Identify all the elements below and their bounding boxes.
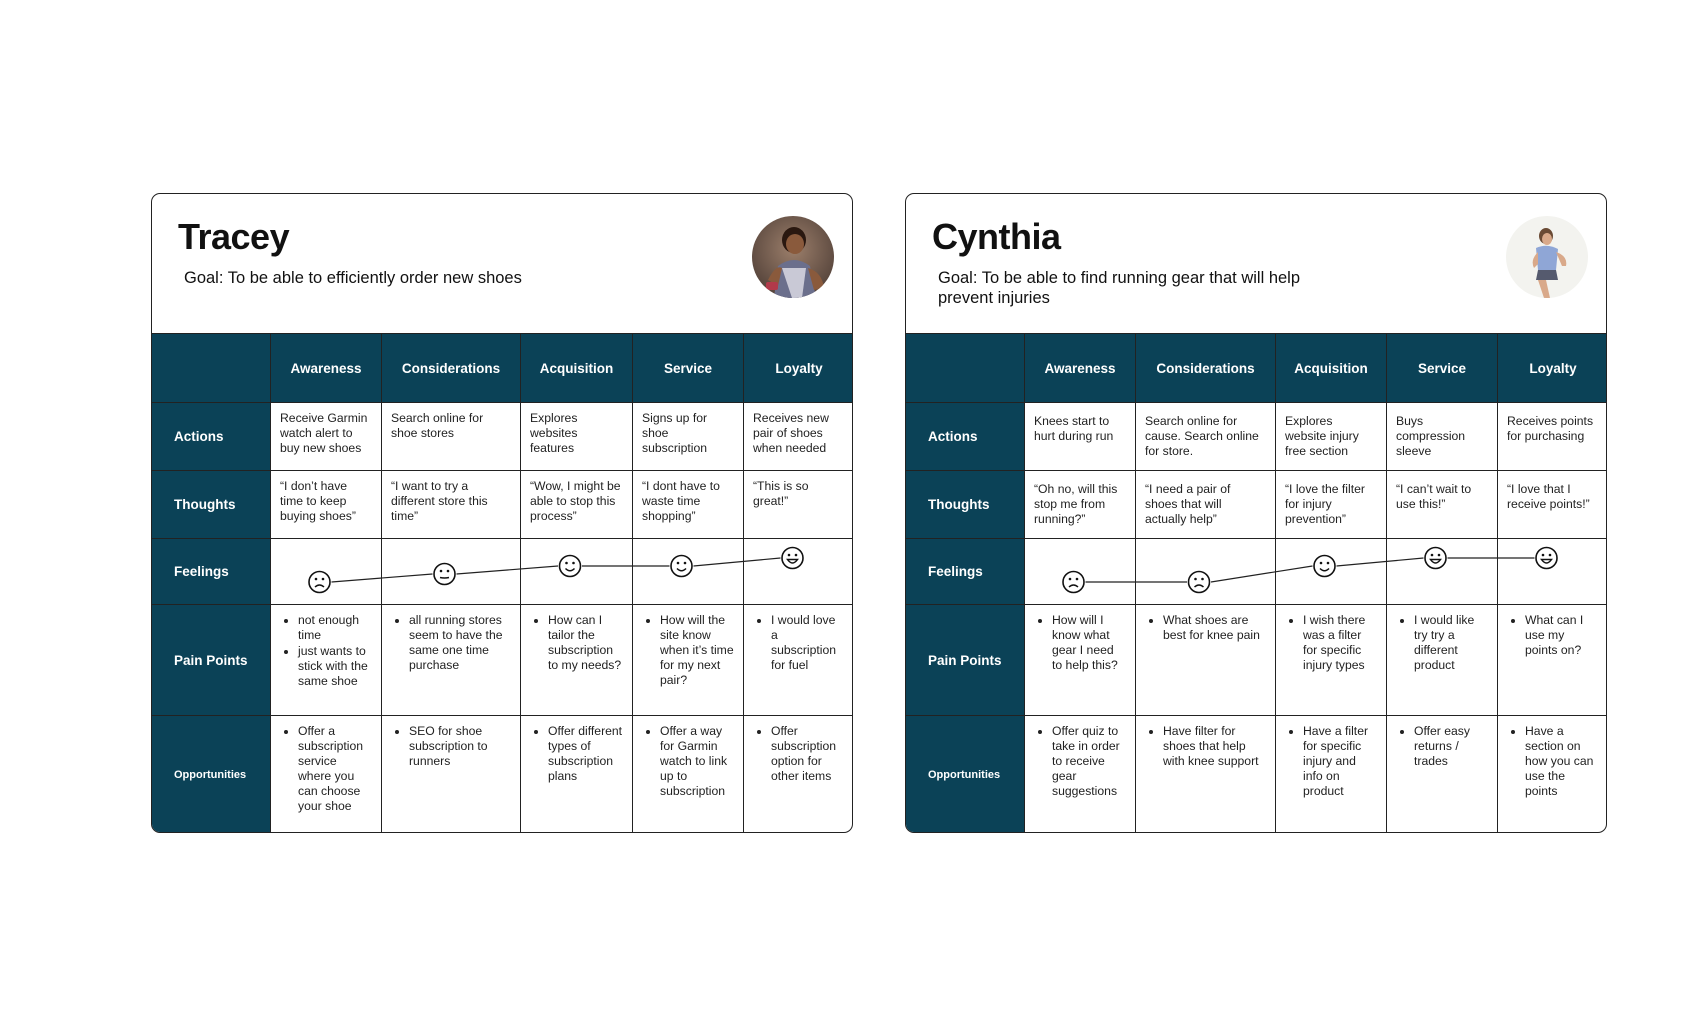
action-cell: Signs up for shoe subscription: [632, 402, 743, 470]
bullet-item: • just wants to stick with the same shoe: [298, 644, 372, 689]
bullet-item: • Offer a subscription service where you can choose your shoe: [298, 724, 372, 814]
bullet-item: • not enough time: [298, 613, 372, 643]
row-label-opportunities: Opportunities: [906, 715, 1024, 833]
persona-name: Tracey: [178, 216, 290, 257]
action-cell: Buys compression sleeve: [1386, 402, 1497, 470]
opportunity-cell: [632, 715, 743, 833]
neutral-face-icon: [434, 564, 455, 585]
opportunity-cell: [381, 715, 520, 833]
opportunity-cell: [743, 715, 853, 833]
thought-cell: “I love the filter for injury prevention”: [1275, 470, 1386, 538]
bullet-item: • Have a filter for specific injury and info on product: [1303, 724, 1377, 799]
happy-face-icon: [1314, 556, 1335, 577]
stage-loyalty: Loyalty: [743, 334, 853, 402]
pain-point-cell: [1497, 604, 1607, 715]
stage-service: Service: [632, 334, 743, 402]
action-cell: Explores website injury free section: [1275, 402, 1386, 470]
bullet-item: • Offer subscription option for other items: [771, 724, 845, 784]
bullet-item: • What shoes are best for knee pain: [1163, 613, 1266, 643]
bullet-item: • SEO for shoe subscription to runners: [409, 724, 511, 769]
pain-point-cell: [1135, 604, 1275, 715]
bullet-item: • What can I use my points on?: [1525, 613, 1599, 658]
persona-name: Cynthia: [932, 216, 1061, 257]
pain-point-cell: [632, 604, 743, 715]
thought-cell: “I want to try a different store this time”: [381, 470, 520, 538]
feeling-connector: [694, 558, 781, 566]
action-cell: Explores websites features: [520, 402, 632, 470]
journey-map-card: [151, 193, 853, 833]
bullet-item: • How will the site know when it’s time for my next pair?: [660, 613, 734, 688]
opportunity-cell: [1024, 715, 1135, 833]
bullet-item: • I would like try try a different product: [1414, 613, 1488, 673]
opportunity-cell: [1275, 715, 1386, 833]
very-happy-face-icon: [1536, 548, 1557, 569]
action-cell: Receives points for purchasing: [1497, 402, 1607, 470]
bullet-item: • Offer quiz to take in order to receive gear suggestions: [1052, 724, 1126, 799]
action-cell: Knees start to hurt during run: [1024, 402, 1135, 470]
row-label-pain-points: Pain Points: [906, 604, 1024, 715]
row-label-feelings: Feelings: [152, 538, 270, 604]
bullet-item: • I wish there was a filter for specific injury types: [1303, 613, 1377, 673]
feeling-connector: [457, 566, 559, 574]
avatar: [1506, 216, 1588, 298]
pain-point-cell: [1275, 604, 1386, 715]
pain-point-cell: [381, 604, 520, 715]
thought-cell: “I can’t wait to use this!”: [1386, 470, 1497, 538]
bullet-item: • How will I know what gear I need to help this?: [1052, 613, 1126, 673]
thought-cell: “I love that I receive points!”: [1497, 470, 1607, 538]
stage-loyalty: Loyalty: [1497, 334, 1607, 402]
bullet-item: • Offer a way for Garmin watch to link up to subscription: [660, 724, 734, 799]
sad-face-icon: [1063, 572, 1084, 593]
stage-service: Service: [1386, 334, 1497, 402]
pain-point-cell: [743, 604, 853, 715]
stage-acquisition: Acquisition: [1275, 334, 1386, 402]
card-header: [152, 194, 852, 334]
stage-considerations: Considerations: [1135, 334, 1275, 402]
stage-awareness: Awareness: [270, 334, 381, 402]
bullet-item: • Offer easy returns / trades: [1414, 724, 1488, 769]
card-header: [906, 194, 1606, 334]
sad-face-icon: [1189, 572, 1210, 593]
bullet-item: • Have filter for shoes that help with knee support: [1163, 724, 1266, 769]
pain-point-cell: [270, 604, 381, 715]
stage-acquisition: Acquisition: [520, 334, 632, 402]
action-cell: Search online for cause. Search online for store.: [1135, 402, 1275, 470]
row-label-thoughts: Thoughts: [152, 470, 270, 538]
thought-cell: “I need a pair of shoes that will actually help”: [1135, 470, 1275, 538]
very-happy-face-icon: [1425, 548, 1446, 569]
feeling-connector: [1211, 566, 1313, 582]
action-cell: Receives new pair of shoes when needed: [743, 402, 853, 470]
sad-face-icon: [309, 572, 330, 593]
bullet-item: • all running stores seem to have the same one time purchase: [409, 613, 511, 673]
very-happy-face-icon: [782, 548, 803, 569]
thought-cell: “This is so great!”: [743, 470, 853, 538]
pain-point-cell: [1024, 604, 1135, 715]
pain-point-cell: [1386, 604, 1497, 715]
stage-awareness: Awareness: [1024, 334, 1135, 402]
row-label-opportunities: Opportunities: [152, 715, 270, 833]
bullet-item: • Offer different types of subscription plans: [548, 724, 623, 784]
journey-map-card: [905, 193, 1607, 833]
thought-cell: “Oh no, will this stop me from running?”: [1024, 470, 1135, 538]
bullet-item: • I would love a subscription for fuel: [771, 613, 845, 673]
action-cell: Receive Garmin watch alert to buy new shoes: [270, 402, 381, 470]
pain-point-cell: [520, 604, 632, 715]
row-label-pain-points: Pain Points: [152, 604, 270, 715]
bullet-item: • How can I tailor the subscription to my needs?: [548, 613, 623, 673]
opportunity-cell: [1135, 715, 1275, 833]
stage-considerations: Considerations: [381, 334, 520, 402]
persona-goal: Goal: To be able to efficiently order new shoes: [184, 269, 522, 287]
persona-goal: Goal: To be able to find running gear that will help prevent injuries: [938, 269, 1301, 307]
row-label-feelings: Feelings: [906, 538, 1024, 604]
happy-face-icon: [671, 556, 692, 577]
feeling-connector: [1337, 558, 1424, 566]
action-cell: Search online for shoe stores: [381, 402, 520, 470]
opportunity-cell: [1497, 715, 1607, 833]
avatar: [752, 216, 834, 298]
opportunity-cell: [520, 715, 632, 833]
thought-cell: “I don’t have time to keep buying shoes”: [270, 470, 381, 538]
opportunity-cell: [1386, 715, 1497, 833]
happy-face-icon: [560, 556, 581, 577]
opportunity-cell: [270, 715, 381, 833]
row-label-actions: Actions: [906, 402, 1024, 470]
thought-cell: “Wow, I might be able to stop this process”: [520, 470, 632, 538]
bullet-item: • Have a section on how you can use the points: [1525, 724, 1599, 799]
feeling-connector: [332, 574, 433, 582]
row-label-actions: Actions: [152, 402, 270, 470]
row-label-thoughts: Thoughts: [906, 470, 1024, 538]
thought-cell: “I dont have to waste time shopping”: [632, 470, 743, 538]
